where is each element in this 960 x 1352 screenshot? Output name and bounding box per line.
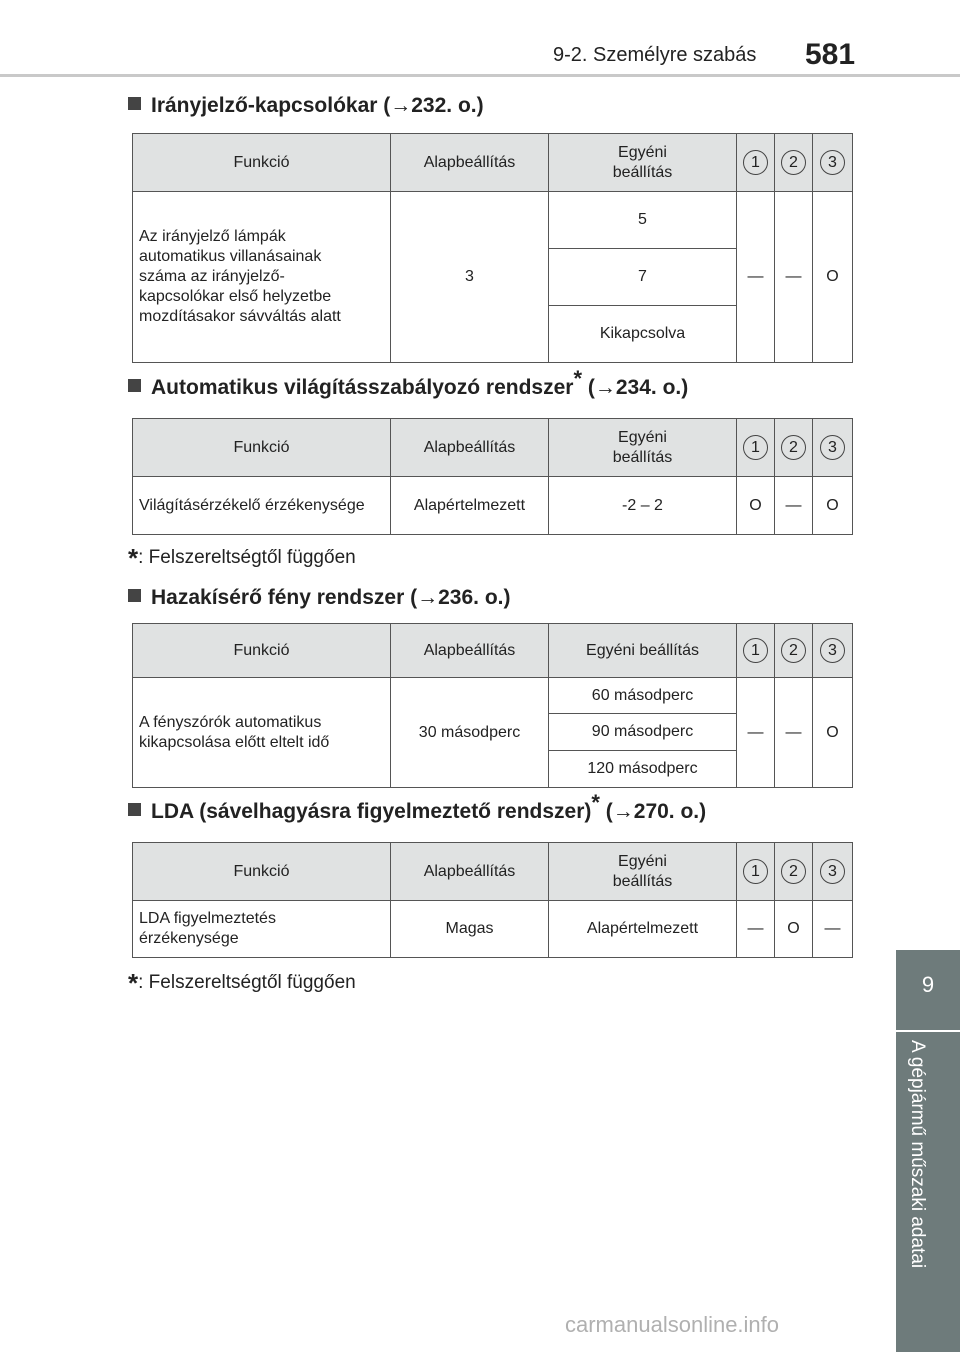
chapter-tab[interactable] — [896, 950, 960, 1030]
cell-mark-2: — — [775, 477, 813, 535]
col-header-alapbeallitas: Alapbeállítás — [391, 134, 549, 192]
cell-function: Világításérzékelő érzékenysége — [133, 477, 391, 535]
circled-2-icon: 2 — [781, 638, 806, 663]
col-header-alapbeallitas: Alapbeállítás — [391, 624, 549, 678]
bullet-square-icon — [128, 97, 141, 110]
cell-function: Az irányjelző lámpák automatikus villanásainak száma az irányjelző-kapcsolókar első helyzetbe mozdításakor sávváltás alatt — [133, 192, 391, 363]
cell-mark-3: — — [813, 901, 853, 958]
table-turn-signal — [132, 133, 853, 363]
circled-1-icon: 1 — [743, 859, 768, 884]
cell-custom: Alapértelmezett — [549, 901, 737, 958]
chapter-number: 9 — [921, 972, 935, 997]
section-heading-turn-signal: Irányjelző-kapcsolókar (→232. o.) — [128, 94, 484, 118]
section-heading-auto-light: Automatikus világításszabályozó rendszer* (→234. o.) — [128, 376, 688, 400]
table-follow-me-home — [132, 623, 853, 788]
header-section-title: 9-2. Személyre szabás — [553, 44, 757, 66]
section-heading-follow-me-home: Hazakísérő fény rendszer (→236. o.) — [128, 586, 510, 610]
cell-mark-3: O — [813, 192, 853, 363]
cell-mark-1: O — [737, 477, 775, 535]
circled-3-icon: 3 — [820, 859, 845, 884]
col-header-alapbeallitas: Alapbeállítás — [391, 843, 549, 901]
col-header-egyeni: Egyéni beállítás — [549, 134, 737, 192]
header-divider — [0, 74, 960, 77]
cell-option: 5 — [549, 192, 737, 249]
cell-mark-1: — — [737, 192, 775, 363]
asterisk: * — [591, 790, 600, 815]
cell-mark-1: — — [737, 678, 775, 788]
circled-2-icon: 2 — [781, 435, 806, 460]
col-header-funkcio: Funkció — [133, 843, 391, 901]
cell-mark-2: — — [775, 678, 813, 788]
cell-option: 120 másodperc — [549, 751, 737, 788]
footnote-text: : Felszereltségtől függően — [138, 972, 356, 993]
chapter-title: A gépjármű műszaki adatai — [907, 1040, 928, 1269]
circled-1-icon: 1 — [743, 150, 768, 175]
cell-mark-3: O — [813, 477, 853, 535]
col-header-funkcio: Funkció — [133, 624, 391, 678]
table-auto-light — [132, 418, 853, 535]
cell-mark-2: — — [775, 192, 813, 363]
cell-default: 30 másodperc — [391, 678, 549, 788]
cell-option: 90 másodperc — [549, 714, 737, 751]
cell-option: Kikapcsolva — [549, 306, 737, 363]
col-header-funkcio: Funkció — [133, 134, 391, 192]
table-lda — [132, 842, 853, 958]
col-header-egyeni: Egyéni beállítás — [549, 624, 737, 678]
circled-2-icon: 2 — [781, 150, 806, 175]
footnote — [128, 968, 356, 999]
col-header-alapbeallitas: Alapbeállítás — [391, 419, 549, 477]
cell-mark-2: O — [775, 901, 813, 958]
cell-mark-1: — — [737, 901, 775, 958]
cell-custom: -2 – 2 — [549, 477, 737, 535]
circled-3-icon: 3 — [820, 638, 845, 663]
col-header-egyeni: Egyéni beállítás — [549, 419, 737, 477]
col-header-funkcio: Funkció — [133, 419, 391, 477]
col-header-egyeni: Egyéni beállítás — [549, 843, 737, 901]
cell-option: 60 másodperc — [549, 678, 737, 714]
bullet-square-icon — [128, 589, 141, 602]
circled-3-icon: 3 — [820, 150, 845, 175]
section-heading-lda: LDA (sávelhagyásra figyelmeztető rendszer)* (→270. o.) — [128, 800, 706, 824]
footnote-text: : Felszereltségtől függően — [138, 547, 356, 568]
footnote-asterisk: * — [128, 968, 139, 998]
asterisk: * — [573, 366, 583, 391]
bullet-square-icon — [128, 803, 141, 816]
cell-option: 7 — [549, 249, 737, 306]
cell-mark-3: O — [813, 678, 853, 788]
circled-3-icon: 3 — [820, 435, 845, 460]
cell-function: LDA figyelmeztetés érzékenysége — [133, 901, 391, 958]
circled-1-icon: 1 — [743, 638, 768, 663]
watermark: carmanualsonline.info — [565, 1312, 780, 1337]
cell-default: Alapértelmezett — [391, 477, 549, 535]
cell-default: Magas — [391, 901, 549, 958]
circled-2-icon: 2 — [781, 859, 806, 884]
bullet-square-icon — [128, 379, 141, 392]
footnote — [128, 543, 356, 574]
cell-default: 3 — [391, 192, 549, 363]
cell-function: A fényszórók automatikus kikapcsolása előtt eltelt idő — [133, 678, 391, 788]
circled-1-icon: 1 — [743, 435, 768, 460]
footnote-asterisk: * — [128, 543, 139, 573]
page-number: 581 — [805, 38, 856, 71]
